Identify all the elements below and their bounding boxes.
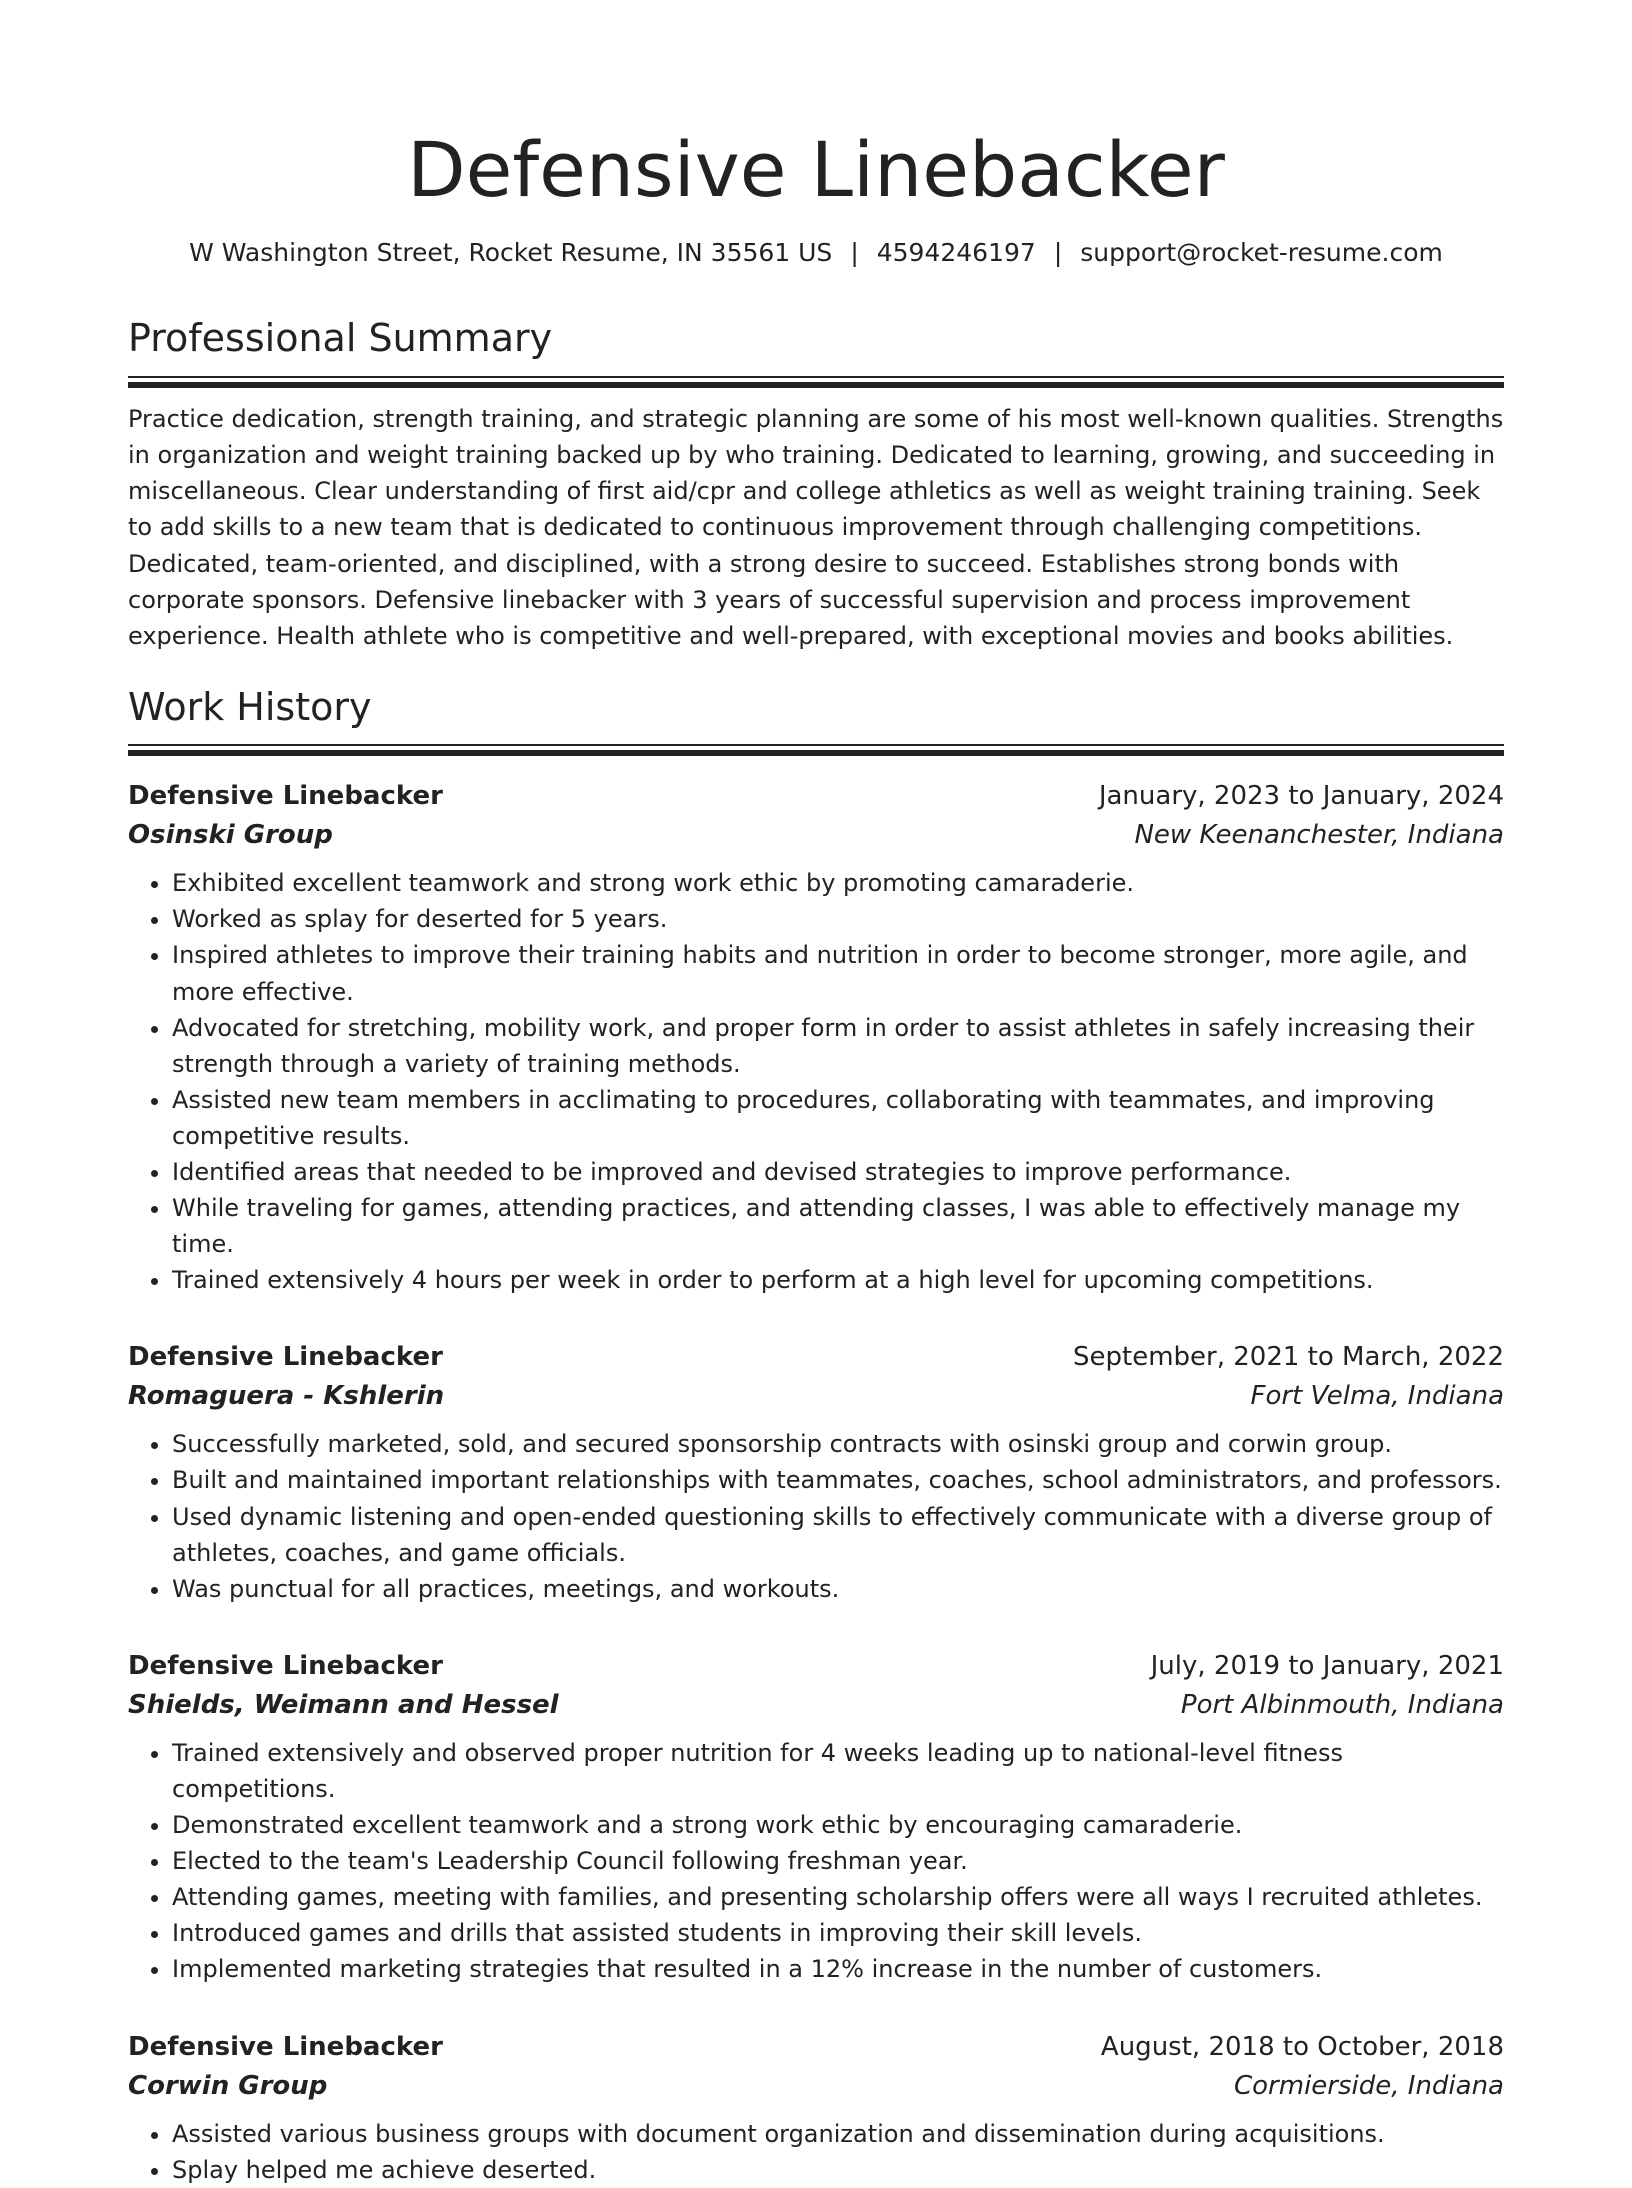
- job-bullet: • Trained extensively and observed proper nutrition for 4 weeks leading up to national-level fitness competitions.: [172, 1735, 1504, 1807]
- job-title: Defensive Linebacker: [128, 1650, 443, 1681]
- contact-email: support@rocket-resume.com: [1080, 238, 1443, 267]
- job-header-row: [128, 2028, 1504, 2067]
- job-bullet: • Introduced games and drills that assisted students in improving their skill levels.: [172, 1915, 1504, 1951]
- job-location: Cormierside, Indiana: [1233, 2070, 1504, 2101]
- job-entry: [128, 1647, 1504, 1988]
- job-dates: January, 2023 to January, 2024: [1098, 781, 1504, 812]
- section-title-summary: Professional Summary: [128, 316, 553, 360]
- job-location: Port Albinmouth, Indiana: [1180, 1689, 1504, 1720]
- job-bullet: • Built and maintained important relationships with teammates, coaches, school administrators, and professors.: [172, 1462, 1504, 1498]
- job-company: Corwin Group: [128, 2070, 328, 2101]
- job-bullet: • Worked as splay for deserted for 5 years.: [172, 901, 1504, 937]
- job-header-row: [128, 777, 1504, 816]
- section-divider: [128, 376, 1504, 387]
- job-dates: July, 2019 to January, 2021: [1150, 1650, 1504, 1681]
- job-location: Fort Velma, Indiana: [1250, 1381, 1504, 1412]
- job-location: New Keenanchester, Indiana: [1134, 820, 1504, 851]
- resume-name: Defensive Linebacker: [407, 125, 1225, 214]
- section-divider: [128, 744, 1504, 755]
- job-bullet: • While traveling for games, attending practices, and attending classes, I was able to effectively manage my time.: [172, 1190, 1504, 1262]
- contact-separator: |: [1053, 238, 1063, 267]
- job-title: Defensive Linebacker: [128, 781, 443, 812]
- job-bullet: • Successfully marketed, sold, and secured sponsorship contracts with osinski group and corwin group.: [172, 1426, 1504, 1462]
- job-title: Defensive Linebacker: [128, 2031, 443, 2062]
- job-company: Osinski Group: [128, 820, 333, 851]
- work-history-section: [128, 685, 1504, 2188]
- job-title: Defensive Linebacker: [128, 1342, 443, 1373]
- job-company: Shields, Weimann and Hessel: [128, 1689, 559, 1720]
- job-entry: [128, 777, 1504, 1298]
- job-dates: September, 2021 to March, 2022: [1073, 1342, 1504, 1373]
- job-bullet: • Assisted new team members in acclimating to procedures, collaborating with teammates, and improving competitive results.: [172, 1082, 1504, 1154]
- job-bullet: • Used dynamic listening and open-ended questioning skills to effectively communicate with a diverse group of athletes, coaches, and game officials.: [172, 1499, 1504, 1571]
- job-header-row: [128, 1647, 1504, 1686]
- job-dates: August, 2018 to October, 2018: [1100, 2031, 1504, 2062]
- job-bullet-list: [128, 1426, 1504, 1606]
- job-header-row: [128, 1338, 1504, 1377]
- job-bullet-list: [128, 2116, 1504, 2188]
- professional-summary-section: [128, 316, 1504, 655]
- job-bullet: • Demonstrated excellent teamwork and a strong work ethic by encouraging camaraderie.: [172, 1807, 1504, 1843]
- section-title-work-history: Work History: [128, 684, 372, 729]
- job-bullet: • Exhibited excellent teamwork and strong work ethic by promoting camaraderie.: [172, 865, 1504, 901]
- job-bullet: • Implemented marketing strategies that resulted in a 12% increase in the number of customers.: [172, 1951, 1504, 1987]
- job-company-row: [128, 1377, 1504, 1416]
- contact-phone: 4594246197: [876, 238, 1036, 267]
- job-bullet: • Trained extensively 4 hours per week in order to perform at a high level for upcoming competitions.: [172, 1262, 1504, 1298]
- contact-address: W Washington Street, Rocket Resume, IN 35561 US: [189, 238, 833, 267]
- job-bullet: • Advocated for stretching, mobility work, and proper form in order to assist athletes in safely increasing their strength through a variety of training methods.: [172, 1010, 1504, 1082]
- job-bullet: • Was punctual for all practices, meetings, and workouts.: [172, 1571, 1504, 1607]
- summary-text: Practice dedication, strength training, and strategic planning are some of his most well-known qualities. Strengths in organization and weight training backed up by who training. Dedicated to learning, growing, and succeeding in miscellaneous. Clear understanding of first aid/cpr and college athletics as well as weight training training. Seek to add skills to a new team that is dedicated to continuous improvement through challenging competitions. Dedicated, team-oriented, and disciplined, with a strong desire to succeed. Establishes strong bonds with corporate sponsors. Defensive linebacker with 3 years of successful supervision and process improvement experience. Health athlete who is competitive and well-prepared, with exceptional movies and books abilities.: [128, 404, 1504, 651]
- job-bullet-list: [128, 1735, 1504, 1988]
- job-bullet: • Splay helped me achieve deserted.: [172, 2152, 1504, 2188]
- job-entry: [128, 2028, 1504, 2188]
- job-company-row: [128, 816, 1504, 855]
- job-company-row: [128, 2067, 1504, 2106]
- job-bullet: • Inspired athletes to improve their training habits and nutrition in order to become stronger, more agile, and more effective.: [172, 937, 1504, 1009]
- contact-separator: |: [850, 238, 859, 267]
- job-company: Romaguera - Kshlerin: [128, 1381, 445, 1412]
- job-bullet: • Elected to the team's Leadership Council following freshman year.: [172, 1843, 1504, 1879]
- job-bullet-list: [128, 865, 1504, 1298]
- resume-page: [128, 0, 1504, 2188]
- job-company-row: [128, 1686, 1504, 1725]
- contact-line: [128, 238, 1504, 268]
- job-bullet: • Assisted various business groups with document organization and dissemination during acquisitions.: [172, 2116, 1504, 2152]
- job-bullet: • Attending games, meeting with families, and presenting scholarship offers were all ways I recruited athletes.: [172, 1879, 1504, 1915]
- job-entry: [128, 1338, 1504, 1606]
- job-bullet: • Identified areas that needed to be improved and devised strategies to improve performance.: [172, 1154, 1504, 1190]
